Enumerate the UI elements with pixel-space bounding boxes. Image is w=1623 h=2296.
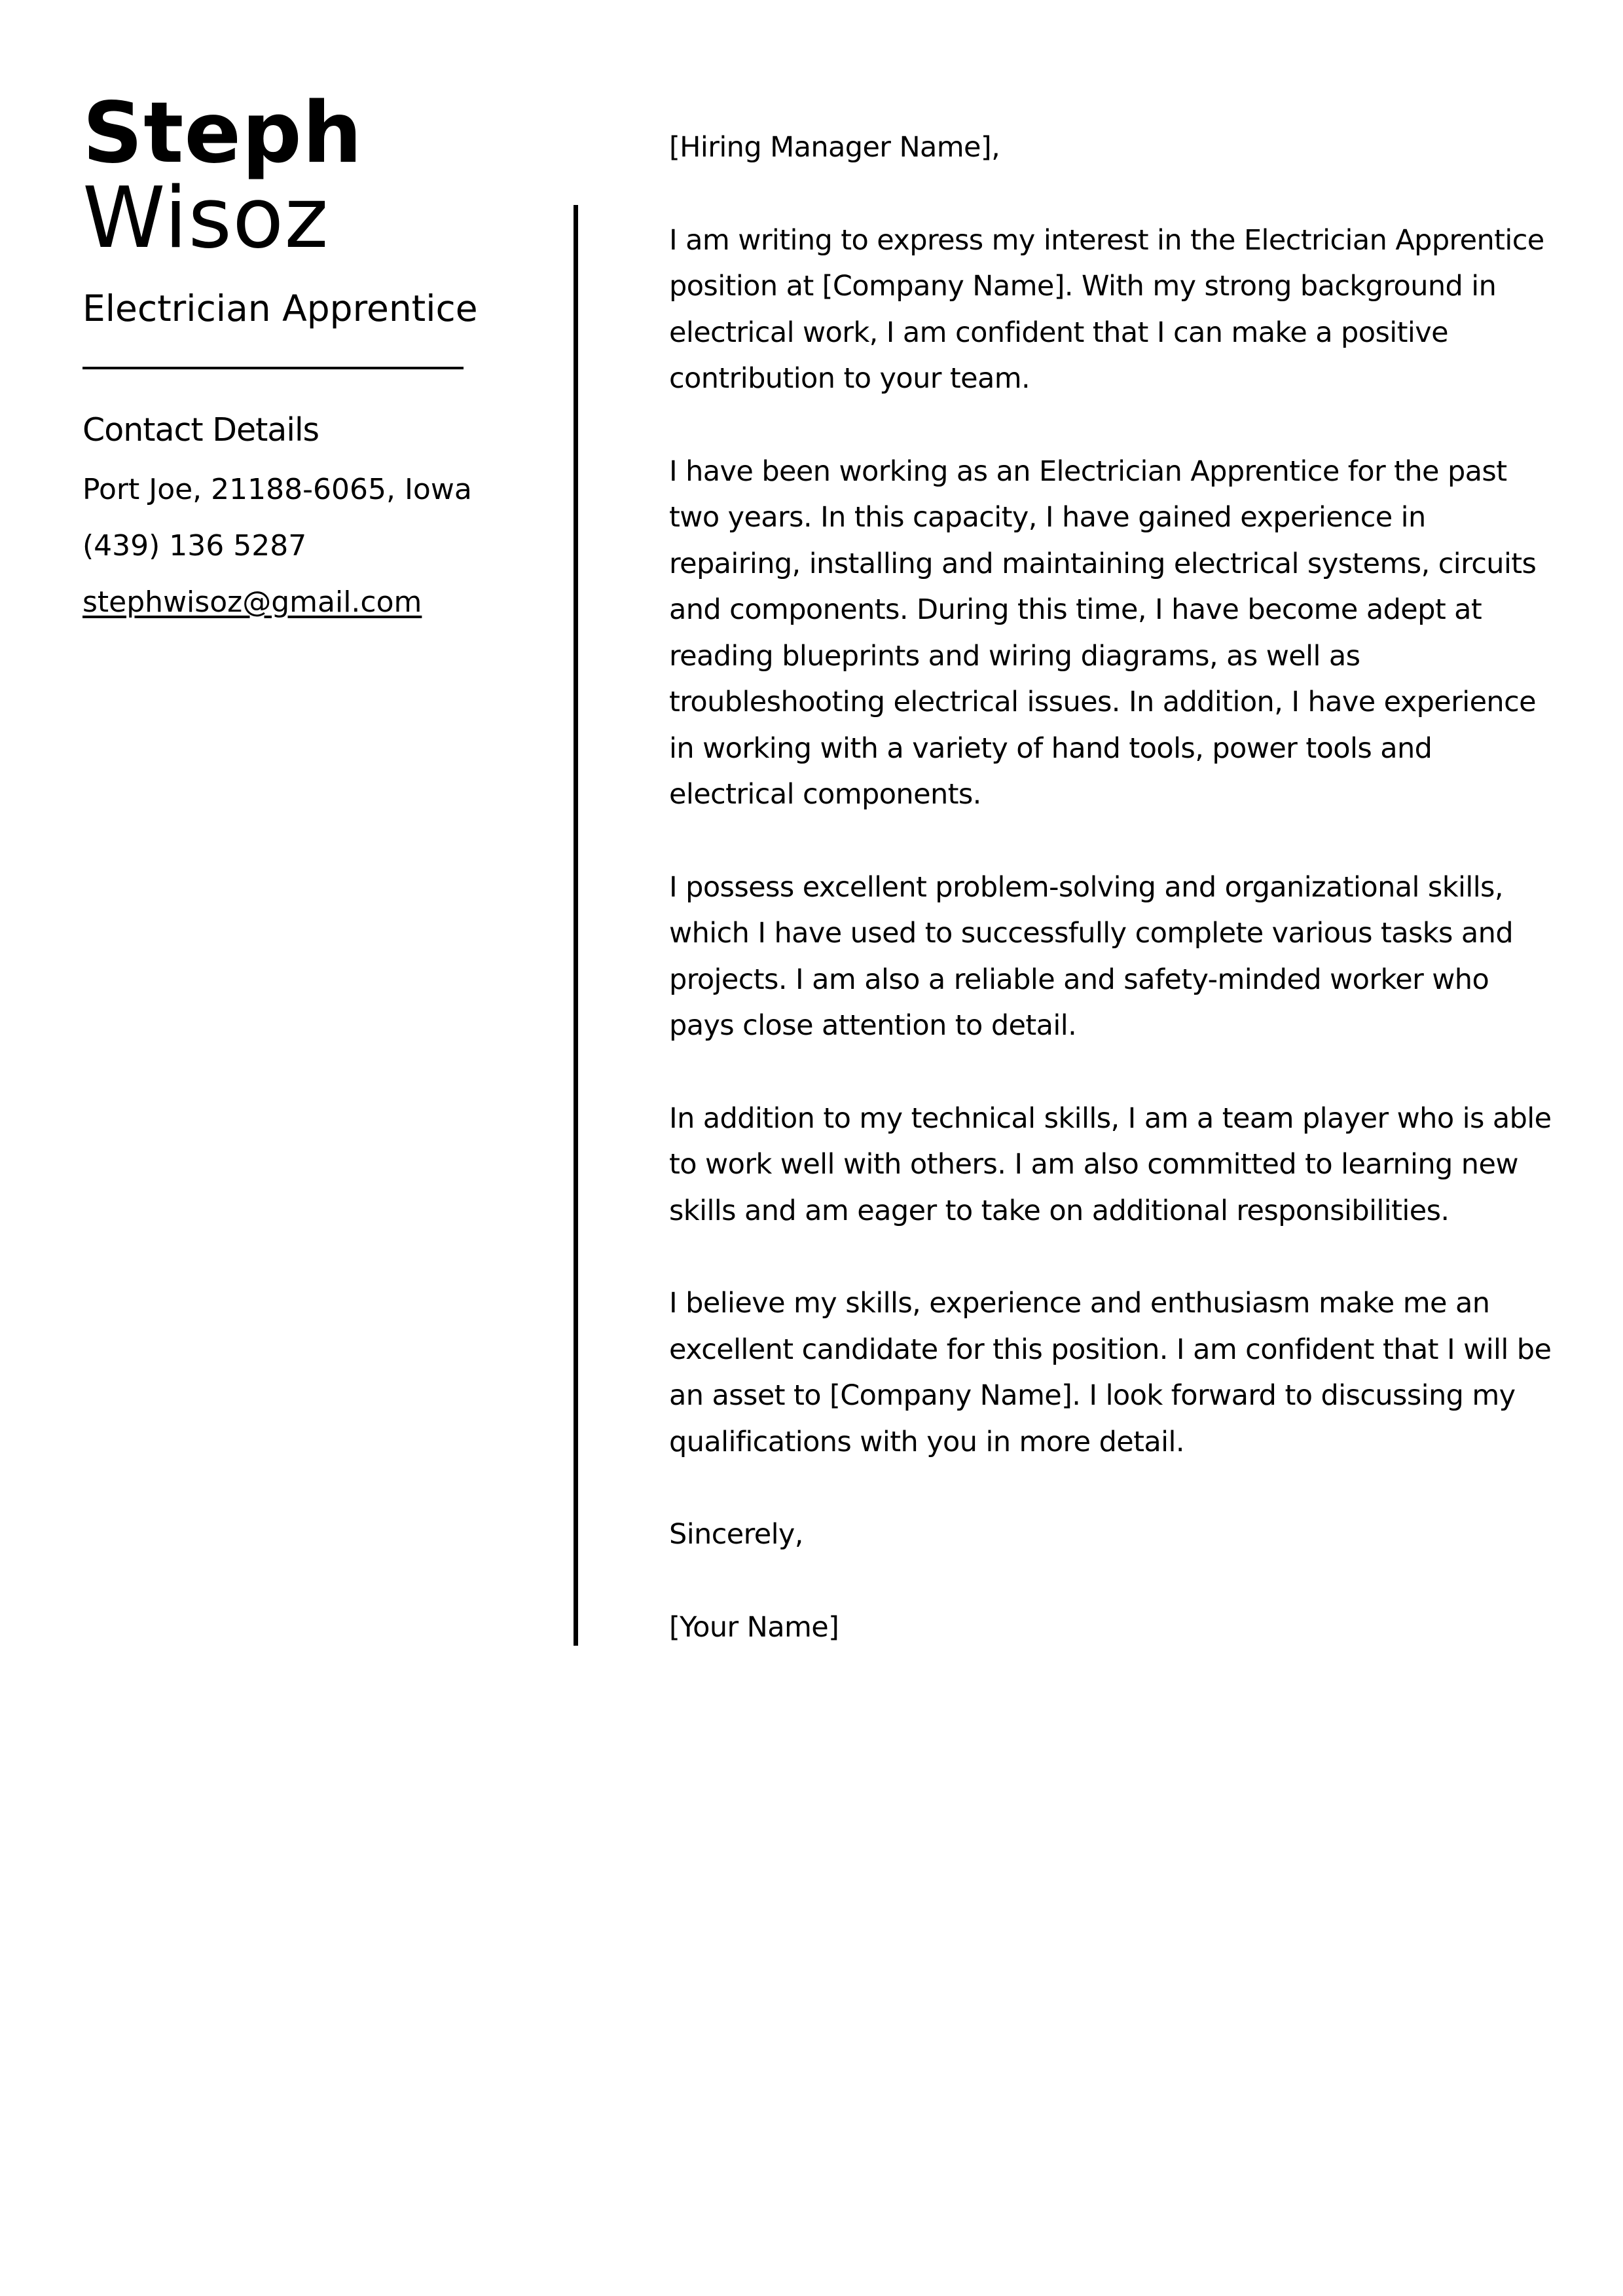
letter-paragraph: In addition to my technical skills, I am a team player who is able to work well with others. I am also committed to learning new skills and am eager to take on additional responsibilities.	[669, 1102, 1552, 1227]
letter-paragraph: I believe my skills, experience and enthusiasm make me an excellent candidate for this position. I am confident that I will be an asset to [Company Name]. I look forward to discussing my qualifications with you in more detail.	[669, 1287, 1552, 1458]
first-name: Steph	[82, 84, 363, 182]
contact-address: Port Joe, 21188-6065, Iowa	[82, 473, 472, 506]
letter-paragraph: I am writing to express my interest in the Electrician Apprentice position at [Company Name]. With my strong background in electrical work, I am confident that I can make a positive contribution to your team.	[669, 223, 1544, 395]
letter-paragraph: I possess excellent problem-solving and organizational skills, which I have used to successfully complete various tasks and projects. I am also a reliable and safety-minded worker who pays close attention to detail.	[669, 870, 1514, 1042]
contact-details-heading: Contact Details	[82, 411, 319, 449]
salutation: [Hiring Manager Name],	[669, 131, 1000, 164]
sidebar-divider	[82, 367, 464, 369]
contact-email-line	[82, 583, 475, 622]
vertical-divider	[574, 205, 578, 1646]
signature: [Your Name]	[669, 1610, 839, 1644]
sidebar	[82, 84, 478, 622]
job-title: Electrician Apprentice	[82, 287, 478, 329]
letter-paragraph: I have been working as an Electrician Apprentice for the past two years. In this capacity, I have gained experience in repairing, installing and maintaining electrical systems, circuits and components. During this time, I have become adept at reading blueprints and wiring diagrams, as well as troubleshooting electrical issues. In addition, I have experience in working with a variety of hand tools, power tools and electrical components.	[669, 454, 1537, 811]
letter-body	[669, 124, 1553, 1650]
email-link[interactable]: stephwisoz@gmail.com	[82, 585, 422, 619]
closing: Sincerely,	[669, 1518, 803, 1551]
contact-phone: (439) 136 5287	[82, 529, 307, 563]
last-name: Wisoz	[82, 170, 329, 267]
